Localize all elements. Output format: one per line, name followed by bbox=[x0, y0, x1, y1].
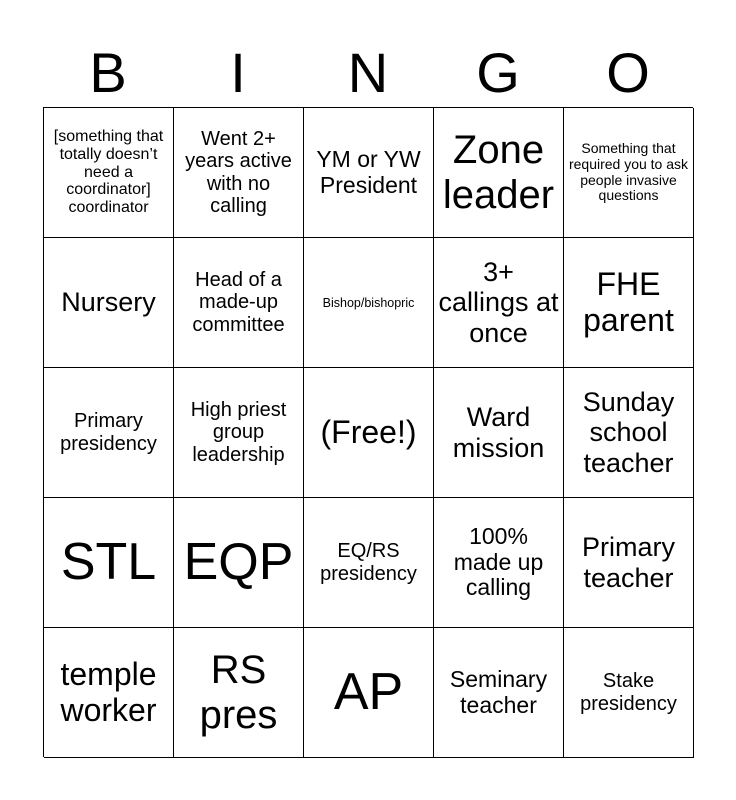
bingo-cell[interactable] bbox=[44, 628, 174, 758]
cell-label: EQ/RS presidency bbox=[320, 540, 417, 585]
bingo-cell[interactable] bbox=[434, 108, 564, 238]
cell-label: RS pres bbox=[199, 647, 278, 737]
free-space-label: (Free!) bbox=[320, 413, 417, 450]
bingo-header bbox=[43, 38, 693, 108]
bingo-cell[interactable] bbox=[174, 368, 304, 498]
free-space[interactable] bbox=[304, 368, 434, 498]
cell-label: Something that required you to ask people invasive questions bbox=[568, 140, 689, 204]
bingo-cell[interactable] bbox=[174, 238, 304, 368]
bingo-cell[interactable] bbox=[174, 108, 304, 238]
cell-label: Went 2+ years active with no calling bbox=[185, 127, 292, 217]
cell-label: Bishop/bishopric bbox=[322, 295, 415, 310]
cell-label: Head of a made-up committee bbox=[192, 268, 285, 336]
bingo-cell[interactable] bbox=[564, 628, 694, 758]
cell-label: Seminary teacher bbox=[449, 665, 548, 718]
bingo-cell[interactable] bbox=[174, 498, 304, 628]
header-letter-i: I bbox=[230, 41, 246, 104]
bingo-cell[interactable] bbox=[564, 108, 694, 238]
bingo-cell[interactable] bbox=[434, 498, 564, 628]
bingo-cell[interactable] bbox=[434, 238, 564, 368]
bingo-cell[interactable] bbox=[304, 238, 434, 368]
bingo-cell[interactable] bbox=[44, 498, 174, 628]
bingo-card bbox=[43, 107, 693, 757]
cell-label: Primary teacher bbox=[582, 532, 675, 593]
bingo-cell[interactable] bbox=[44, 238, 174, 368]
header-letter-n: N bbox=[347, 41, 389, 104]
cell-label: YM or YW President bbox=[316, 145, 421, 198]
cell-label: 3+ callings at once bbox=[438, 257, 559, 348]
cell-label: 100% made up calling bbox=[453, 522, 544, 601]
bingo-cell[interactable] bbox=[564, 238, 694, 368]
bingo-cell[interactable] bbox=[564, 498, 694, 628]
bingo-cell[interactable] bbox=[44, 108, 174, 238]
header-letter-b: B bbox=[89, 41, 127, 104]
cell-label: [something that totally doesn’t need a coordinator] coordinator bbox=[53, 127, 164, 217]
bingo-cell[interactable] bbox=[564, 368, 694, 498]
bingo-cell[interactable] bbox=[304, 498, 434, 628]
bingo-cell[interactable] bbox=[304, 628, 434, 758]
bingo-cell[interactable] bbox=[44, 368, 174, 498]
cell-label: STL bbox=[60, 533, 157, 592]
cell-label: High priest group leadership bbox=[190, 398, 287, 466]
cell-label: Stake presidency bbox=[580, 670, 677, 715]
bingo-cell[interactable] bbox=[174, 628, 304, 758]
cell-label: FHE parent bbox=[583, 265, 674, 338]
cell-label: Primary presidency bbox=[60, 410, 157, 455]
cell-label: Nursery bbox=[61, 287, 156, 318]
cell-label: Zone leader bbox=[442, 127, 555, 217]
header-letter-g: G bbox=[476, 41, 520, 104]
cell-label: Ward mission bbox=[452, 402, 545, 463]
header-letter-o: O bbox=[606, 41, 650, 104]
bingo-cell[interactable] bbox=[434, 628, 564, 758]
cell-label: AP bbox=[333, 663, 404, 722]
cell-label: EQP bbox=[183, 533, 294, 592]
cell-label: temple worker bbox=[60, 655, 157, 728]
bingo-cell[interactable] bbox=[434, 368, 564, 498]
cell-label: Sunday school teacher bbox=[582, 387, 675, 478]
bingo-cell[interactable] bbox=[304, 108, 434, 238]
